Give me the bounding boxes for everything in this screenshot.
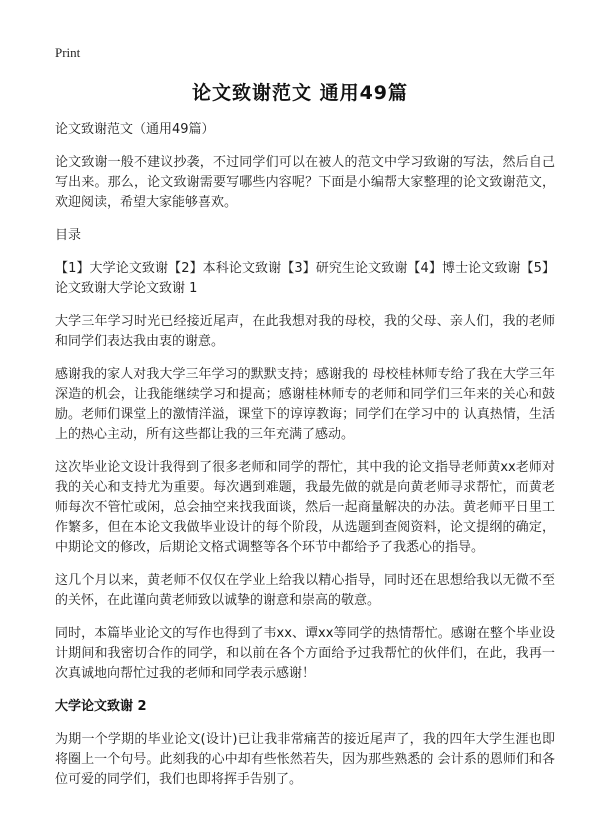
intro-paragraph: 论文致谢一般不建议抄袭，不过同学们可以在被人的范文中学习致谢的写法，然后自己写出来。那么，论文致谢需要写哪些内容呢？下面是小编帮大家整理的论文致谢范文，欢迎阅读，希望大家能够喜欢。	[55, 155, 555, 210]
document-subtitle: 论文致谢范文（通用49篇）	[55, 122, 215, 137]
body-paragraph: 这次毕业论文设计我得到了很多老师和同学的帮忙，其中我的论文指导老师黄xx老师对我的关心和支持尤为重要。每次遇到难题，我最先做的就是向黄老师寻求帮忙，而黄老师每次不管忙或闲，总会抽空来找我面谈，然后一起商量解决的办法。黄老师平日里工作繁多，但在本论文我做毕业设计的每个阶段，从选题到查阅资料，论文提纲的确定，中期论文的修改，后期论文格式调整等各个环节中都给予了我悉心的指导。	[55, 460, 555, 555]
body-paragraph: 感谢我的家人对我大学三年学习的默默支持；感谢我的 母校桂林师专给了我在大学三年深造的机会，让我能继续学习和提高；感谢桂林师专的老师和同学们三年来的关心和鼓励。老师们课堂上的激情洋溢，课堂下的谆谆教诲；同学们在学习中的 认真热情，生活上的热心主动，所有这些都让我的三年充满了感动。	[55, 367, 555, 442]
body-paragraph: 大学三年学习时光已经接近尾声，在此我想对我的母校，我的父母、亲人们，我的老师和同学们表达我由衷的谢意。	[55, 314, 555, 349]
page-title: 论文致谢范文 通用49篇	[191, 82, 409, 104]
section-heading: 大学论文致谢 2	[55, 699, 147, 714]
toc-heading: 目录	[55, 228, 82, 243]
body-paragraph: 这几个月以来，黄老师不仅仅在学业上给我以精心指导，同时还在思想给我以无微不至的关怀，在此谨向黄老师致以诚挚的谢意和崇高的敬意。	[55, 573, 555, 608]
document-body	[55, 120, 555, 803]
body-paragraph: 为期一个学期的毕业论文(设计)已让我非常痛苦的接近尾声了，我的四年大学生涯也即将圈上一个句号。此刻我的心中却有些怅然若失，因为那些熟悉的 会计系的恩师们和各位可爱的同学们，我们也即将挥手告别了。	[55, 732, 555, 787]
print-link[interactable]: Print	[55, 45, 81, 60]
table-of-contents: 【1】大学论文致谢【2】本科论文致谢【3】研究生论文致谢【4】博士论文致谢【5】论文致谢大学论文致谢 1	[55, 261, 555, 296]
body-paragraph: 同时，本篇毕业论文的写作也得到了韦xx、谭xx等同学的热情帮忙。感谢在整个毕业设计期间和我密切合作的同学，和以前在各个方面给予过我帮忙的伙伴们，在此，我再一次真诚地向帮忙过我的老师和同学表示感谢！	[55, 626, 555, 681]
